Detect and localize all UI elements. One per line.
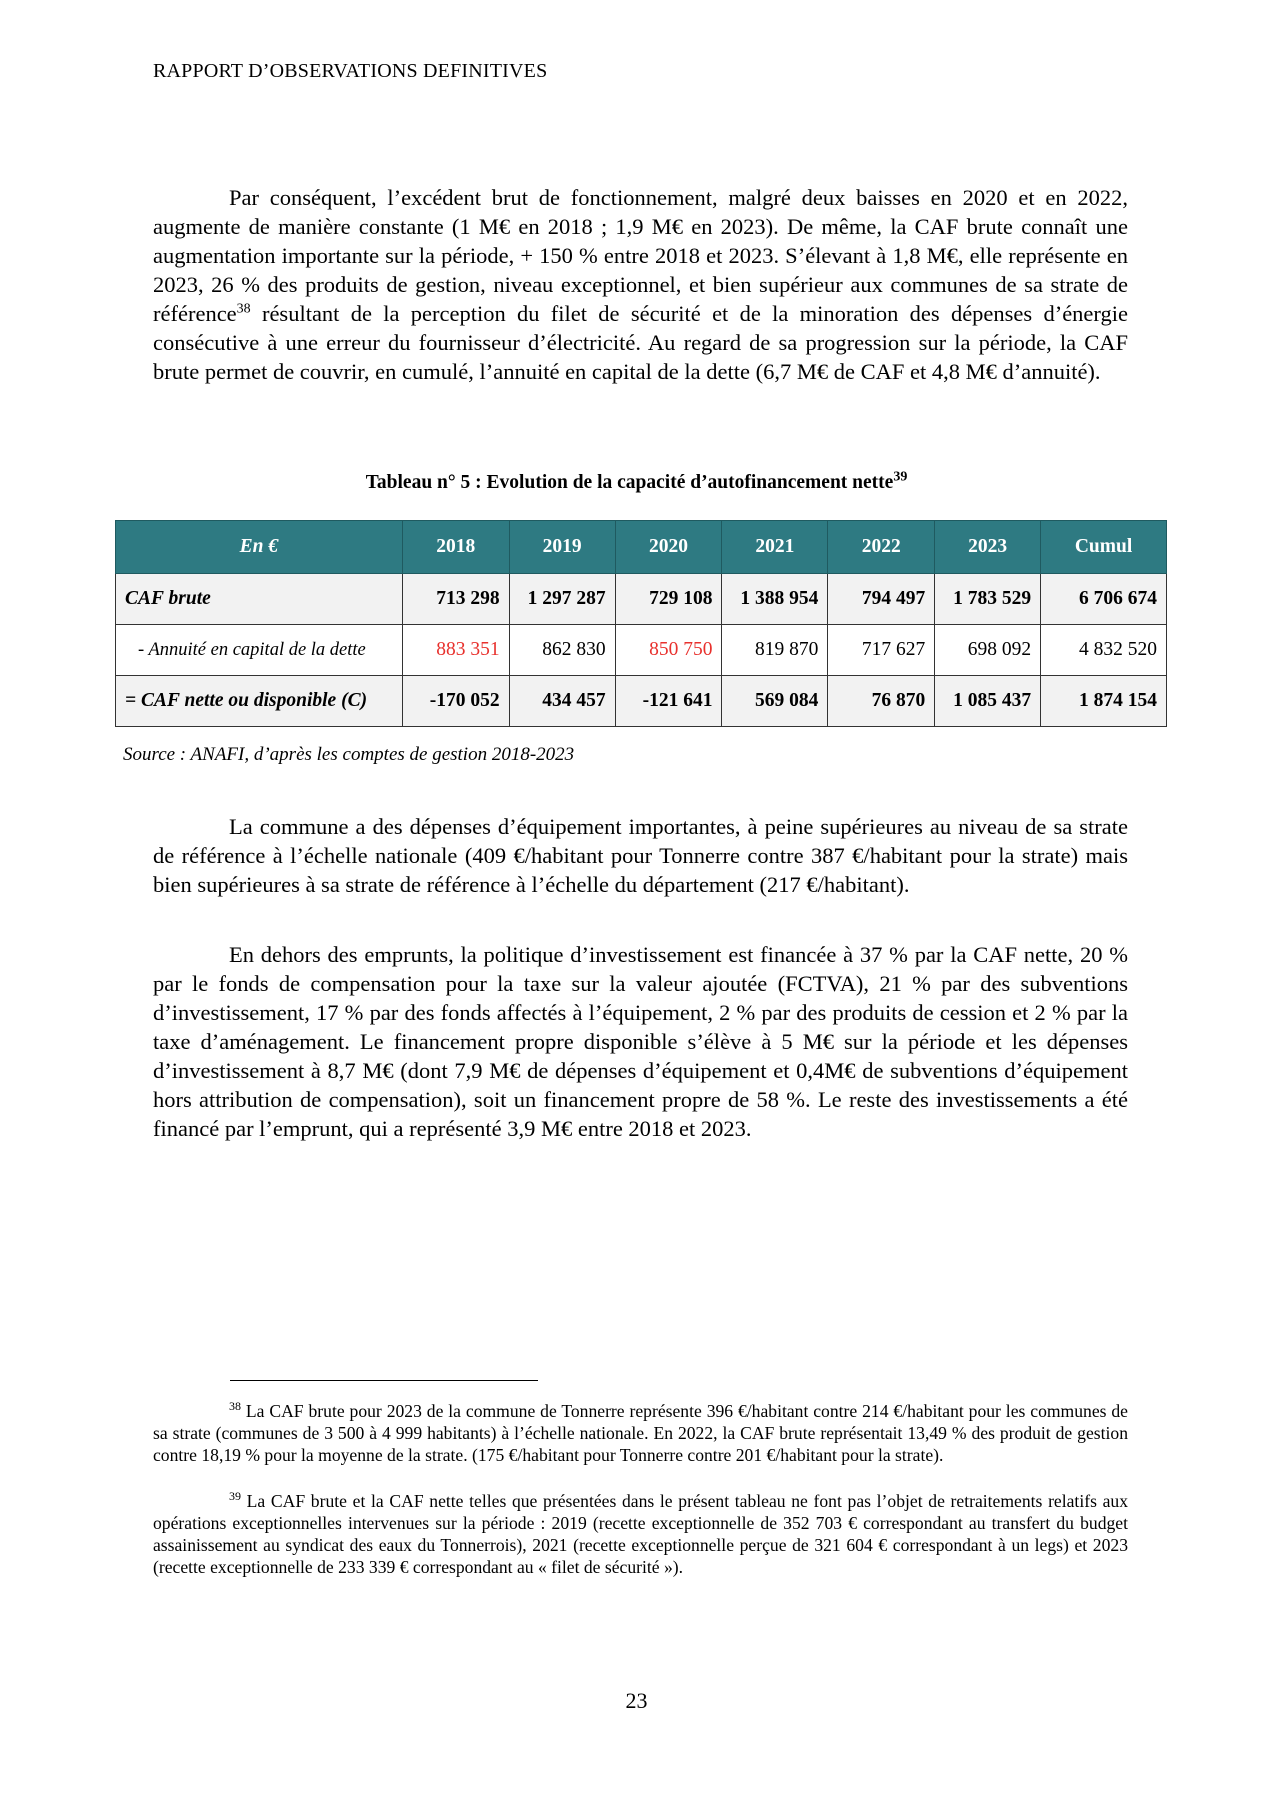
table-cell: 698 092	[935, 625, 1041, 676]
table-cell: 434 457	[509, 676, 615, 727]
table-cell: 794 497	[828, 574, 935, 625]
table-title	[0, 469, 1273, 494]
table-cell: 1 783 529	[935, 574, 1041, 625]
table-row-annuite	[116, 625, 1167, 676]
column-header-2023: 2023	[935, 521, 1041, 574]
table-cell: 862 830	[509, 625, 615, 676]
column-header-2018: 2018	[402, 521, 509, 574]
column-header-2019: 2019	[509, 521, 615, 574]
footnote-39	[153, 1490, 1128, 1578]
table-source: Source : ANAFI, d’après les comptes de gestion 2018-2023	[123, 744, 575, 765]
table-row-caf-brute	[116, 574, 1167, 625]
table-cell: 1 874 154	[1041, 676, 1167, 727]
column-header-2022: 2022	[828, 521, 935, 574]
column-header-cumul: Cumul	[1041, 521, 1167, 574]
page-number: 23	[625, 1688, 648, 1713]
table-cell: 717 627	[828, 625, 935, 676]
table-cell: -170 052	[402, 676, 509, 727]
footnote-ref-39[interactable]: 39	[893, 469, 908, 485]
table-cell: 1 297 287	[509, 574, 615, 625]
row-label: = CAF nette ou disponible (C)	[116, 676, 403, 727]
table-cell: 76 870	[828, 676, 935, 727]
table-header-row	[116, 521, 1167, 574]
table-title-text: Tableau n° 5 : Evolution de la capacité d’autofinancement nette	[365, 472, 894, 493]
table-cell: 4 832 520	[1041, 625, 1167, 676]
footnote-separator	[230, 1380, 538, 1381]
footnote-38	[153, 1400, 1128, 1466]
paragraph-caf-evolution	[153, 183, 1128, 386]
paragraph-3-text: En dehors des emprunts, la politique d’investissement est financée à 37 % par la CAF nette, 20 % par le fonds de compensation pour la taxe sur la valeur ajoutée (FCTVA), 21 % par des subventions d’investissement, 17 % par des fonds affectés à l’équipement, 2 % par des produits de cession et 2 % par la taxe d’aménagement. Le financement propre disponible s’élève à 5 M€ sur la période et les dépenses d’investissement à 8,7 M€ (dont 7,9 M€ de dépenses d’équipement et 0,4M€ de subventions d’équipement hors attribution de compensation), soit un financement propre de 58 %. Le reste des investissements a été financé par l’emprunt, qui a représenté 3,9 M€ entre 2018 et 2023.	[153, 942, 1128, 1141]
table-cell: 6 706 674	[1041, 574, 1167, 625]
footnote-number: 39	[229, 1489, 241, 1504]
table-cell-highlighted: 883 351	[402, 625, 509, 676]
row-label: - Annuité en capital de la dette	[116, 625, 403, 676]
paragraph-2-text: La commune a des dépenses d’équipement importantes, à peine supérieures au niveau de sa strate de référence à l’échelle nationale (409 €/habitant pour Tonnerre contre 387 €/habitant pour la strate) mais bien supérieures à sa strate de référence à l’échelle du département (217 €/habitant).	[153, 814, 1128, 897]
paragraph-investment-financing	[153, 940, 1128, 1143]
table-cell: 819 870	[722, 625, 828, 676]
footnote-ref-38[interactable]: 38	[236, 301, 251, 317]
table-cell-highlighted: 850 750	[615, 625, 722, 676]
footnote-text: La CAF brute pour 2023 de la commune de Tonnerre représente 396 €/habitant contre 214 €/habitant pour les communes de sa strate (communes de 3 500 à 4 999 habitants) à l’échelle nationale. En 2022, la CAF brute représentait 13,49 % des produit de gestion contre 18,19 % pour la moyenne de la strate. (175 €/habitant pour Tonnerre contre 201 €/habitant pour la strate).	[153, 1401, 1128, 1465]
column-header-unit: En €	[116, 521, 403, 574]
table-cell: 1 085 437	[935, 676, 1041, 727]
table-row-caf-nette	[116, 676, 1167, 727]
report-header: RAPPORT D’OBSERVATIONS DEFINITIVES	[153, 60, 548, 82]
table-cell: 713 298	[402, 574, 509, 625]
table-cell: 729 108	[615, 574, 722, 625]
table-cell: 1 388 954	[722, 574, 828, 625]
footnote-text: La CAF brute et la CAF nette telles que présentées dans le présent tableau ne font pas l’objet de retraitements relatifs aux opérations exceptionnelles intervenues sur la période : 2019 (recette exceptionnelle de 352 703 € correspondant au transfert du budget assainissement au syndicat des eaux du Tonnerrois), 2021 (recette exceptionnelle perçue de 321 604 € correspondant à un legs) et 2023 (recette exceptionnelle de 233 339 € correspondant au « filet de sécurité »).	[153, 1491, 1128, 1577]
paragraph-1-text-b: résultant de la perception du filet de sécurité et de la minoration des dépenses d’énergie consécutive à une erreur du fournisseur d’électricité. Au regard de sa progression sur la période, la CAF brute permet de couvrir, en cumulé, l’annuité en capital de la dette (6,7 M€ de CAF et 4,8 M€ d’annuité).	[153, 301, 1128, 384]
paragraph-equipment-spending	[153, 812, 1128, 899]
column-header-2021: 2021	[722, 521, 828, 574]
paragraph-1-text-a: Par conséquent, l’excédent brut de fonctionnement, malgré deux baisses en 2020 et en 2022, augmente de manière constante (1 M€ en 2018 ; 1,9 M€ en 2023). De même, la CAF brute connaît une augmentation importante sur la période, + 150 % entre 2018 et 2023. S’élevant à 1,8 M€, elle représente en 2023, 26 % des produits de gestion, niveau exceptionnel, et bien supérieur aux communes de sa strate de référence	[153, 185, 1128, 326]
row-label: CAF brute	[116, 574, 403, 625]
table-cell: -121 641	[615, 676, 722, 727]
column-header-2020: 2020	[615, 521, 722, 574]
table-cell: 569 084	[722, 676, 828, 727]
caf-table	[115, 520, 1167, 727]
footnote-number: 38	[229, 1399, 241, 1414]
